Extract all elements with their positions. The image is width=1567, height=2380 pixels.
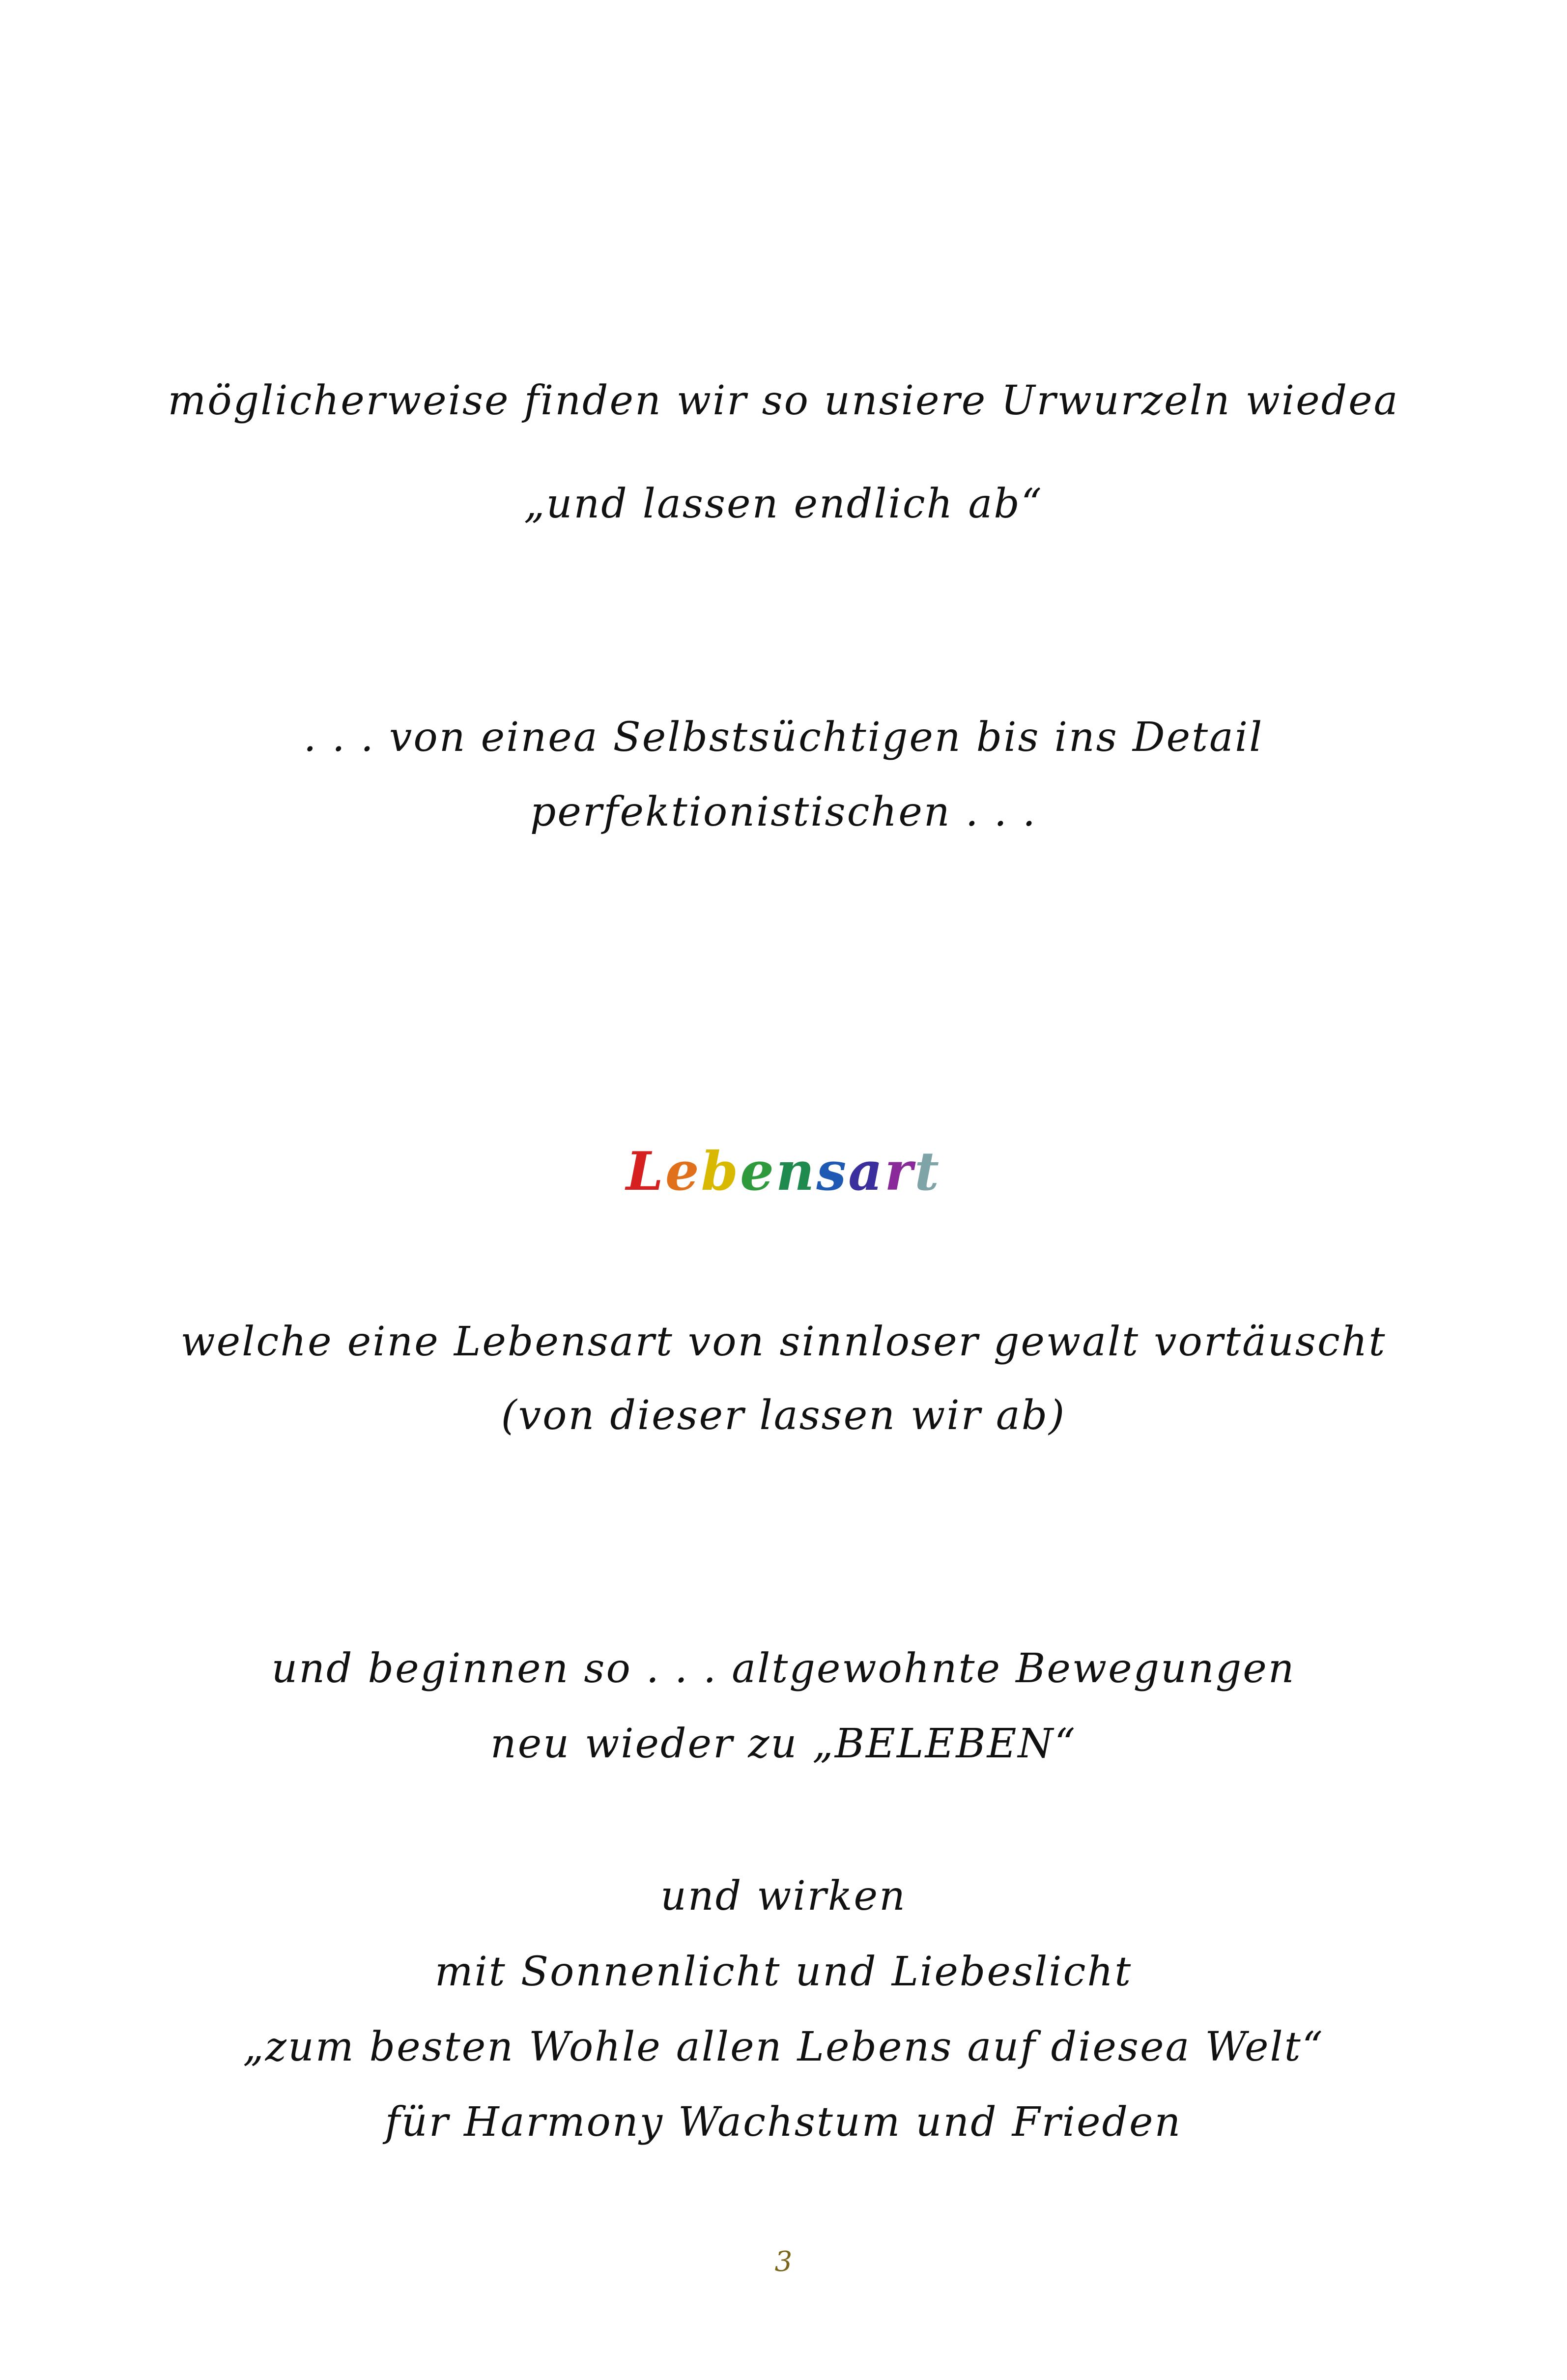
title-letter: r <box>884 1141 915 1203</box>
paragraph-3-line-1: welche eine Lebensart von sinnloser gewalt vortäuscht <box>180 1319 1387 1365</box>
title-letter: L <box>626 1141 665 1203</box>
title-letter: n <box>775 1141 817 1203</box>
title-letter: t <box>914 1141 941 1203</box>
paragraph-4-line-1: und beginnen so . . . altgewohnte Bewegungen <box>271 1645 1296 1692</box>
paragraph-5-line-3: „zum besten Wohle allen Lebens auf diesea Welt“ <box>243 2024 1324 2070</box>
paragraph-3-line-2: (von dieser lassen wir ab) <box>501 1392 1066 1439</box>
paragraph-5-line-2: mit Sonnenlicht und Liebeslicht <box>434 1949 1133 1995</box>
title-letter: a <box>848 1141 885 1203</box>
section-title <box>0 1141 1567 1203</box>
title-letter: e <box>740 1141 776 1203</box>
paragraph-2-line-1: . . . von einea Selbstsüchtigen bis ins Detail <box>303 714 1264 761</box>
paragraph-2-line-2: perfektionistischen . . . <box>530 789 1037 835</box>
title-letter: s <box>816 1141 849 1203</box>
page-number: 3 <box>774 2246 793 2278</box>
paragraph-5-line-4: für Harmony Wachstum und Frieden <box>385 2099 1182 2146</box>
paragraph-5-line-1: und wirken <box>660 1873 907 1920</box>
paragraph-1-line-1: möglicherweise finden wir so unsiere Urwurzeln wiedea <box>168 377 1399 424</box>
paragraph-1-line-2: „und lassen endlich ab“ <box>524 481 1043 527</box>
title-letter: b <box>701 1141 741 1203</box>
title-letter: e <box>665 1141 701 1203</box>
paragraph-4-line-2: neu wieder zu „BELEBEN“ <box>490 1720 1077 1767</box>
